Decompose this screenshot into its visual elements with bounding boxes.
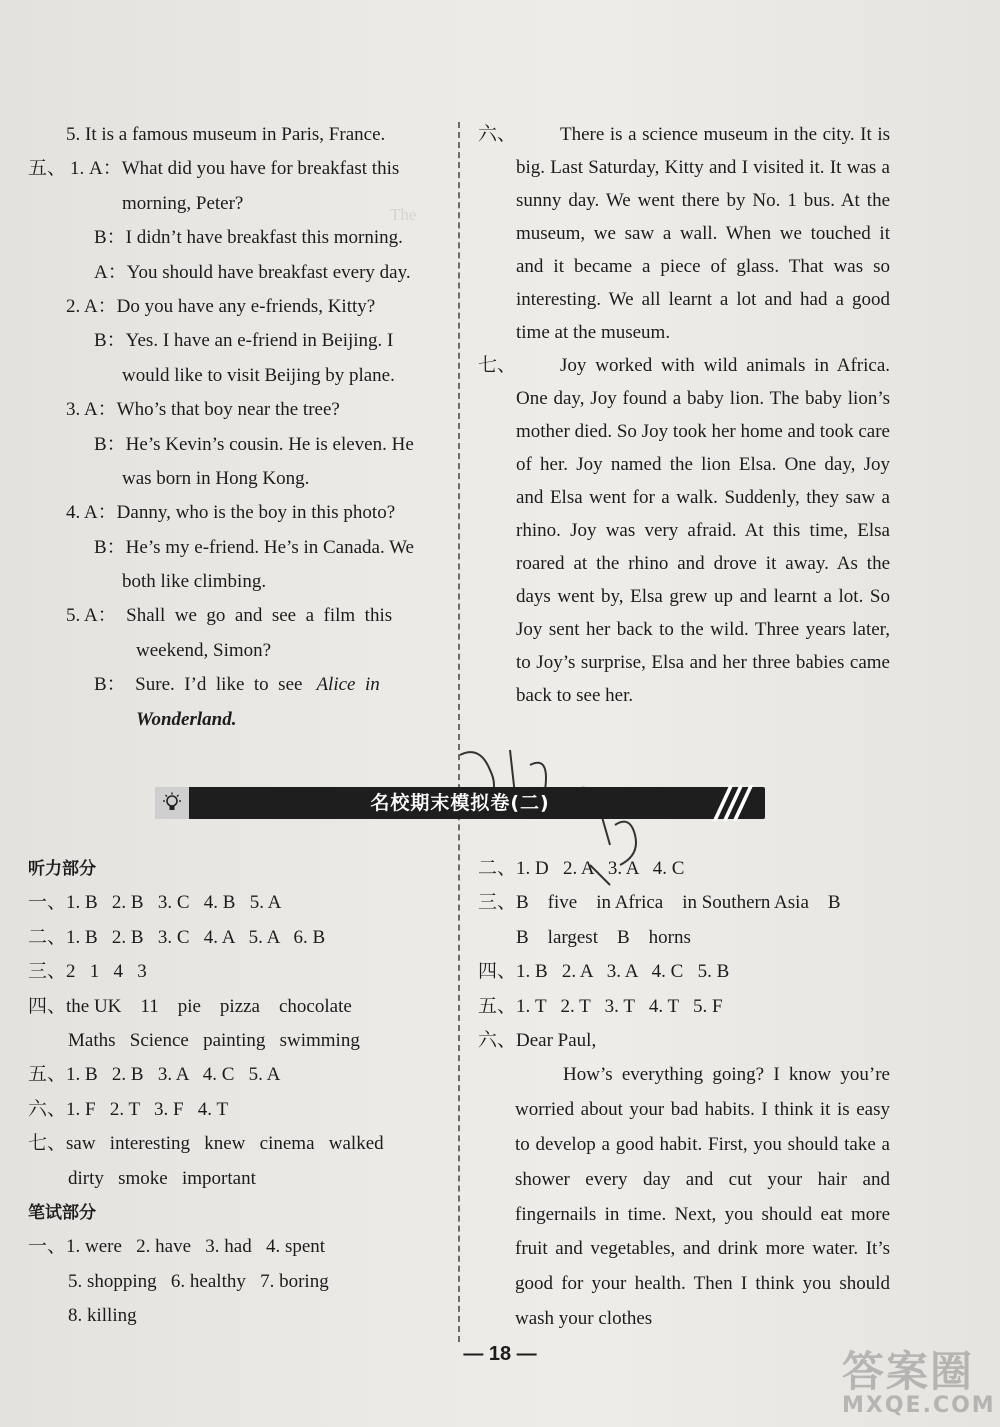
answer-line — [28, 221, 448, 255]
answer-line — [28, 152, 448, 186]
answer-line — [28, 599, 448, 633]
answer-text: both like climbing. — [122, 571, 267, 593]
answer-line: 二、1. D 2. A 3. A 4. C — [478, 858, 685, 879]
section-6-passage — [478, 118, 893, 349]
answer-text: was born in Hong Kong. — [122, 467, 310, 489]
book-title-italic: Wonderland. — [136, 708, 237, 730]
answer-line: 8. killing — [68, 1305, 137, 1327]
answer-line: dirty smoke important — [68, 1167, 256, 1189]
answer-text: A：You should have breakfast every day. — [94, 261, 411, 283]
answer-line: 五、1. T 2. T 3. T 4. T 5. F — [478, 995, 723, 1017]
answer-text: would like to visit Beijing by plane. — [122, 364, 395, 386]
answer-text: 4. A：Danny, who is the boy in this photo? — [66, 502, 396, 524]
answer-line — [28, 428, 448, 462]
answer-line — [28, 634, 448, 668]
answer-line: Maths Science painting swimming — [68, 1029, 360, 1051]
watermark-url: MXQE.COM — [842, 1393, 996, 1418]
answer-text: weekend, Simon? — [136, 639, 272, 661]
right-bottom-answers — [478, 852, 893, 1337]
answer-line: 三、B five in Africa in Southern Asia B — [478, 892, 841, 914]
answer-line — [28, 531, 448, 565]
section-mark: 七、 — [478, 355, 517, 376]
answer-line: 五、1. B 2. B 3. A 4. C 5. A — [28, 1064, 281, 1086]
site-watermark — [842, 1339, 996, 1419]
passage-text: There is a science museum in the city. It is big. Last Saturday, Kitty and I visited it. It was a sunny day. We went there by No. 1 bus. At the museum, we saw a wall. When we touched it and it became a piece of glass. That was so interesting. We all learnt a lot and had a good time at the museum. — [516, 124, 890, 343]
answer-line — [28, 565, 448, 599]
answer-line: 二、1. B 2. B 3. C 4. A 5. A 6. B — [28, 926, 326, 948]
answer-line — [28, 703, 448, 737]
answer-line — [28, 256, 448, 290]
listening-header: 听力部分 — [28, 859, 96, 879]
answer-line: 三、2 1 4 3 — [28, 961, 147, 983]
answer-text: B：I didn’t have breakfast this morning. — [94, 227, 403, 249]
section-7-passage — [478, 349, 893, 712]
answer-text: B：Yes. I have an e-friend in Beijing. I — [94, 330, 394, 352]
section-mark: 五、 — [28, 158, 67, 180]
answer-line — [28, 462, 448, 496]
passage-text: Joy worked with wild animals in Africa. One day, Joy found a baby lion. The baby lion’s mother died. So Joy took her home and took care of her. Joy named the lion Elsa. One day, Joy and Elsa went for a walk. Suddenly, they saw a rhino. Joy was very afraid. At this time, Elsa roared at the rhino and drove it away. As the days went by, Elsa grew up and learnt a lot. So Joy sent her back to the wild. Three years later, to Joy’s surprise, Elsa and her three babies came back to see her. — [516, 355, 890, 706]
answer-line: 七、saw interesting knew cinema walked — [28, 1133, 384, 1155]
section-banner — [155, 787, 765, 819]
answer-line: 四、the UK 11 pie pizza chocolate — [28, 995, 352, 1017]
letter-greeting: 六、Dear Paul, — [478, 1029, 597, 1051]
bleed-through: The — [390, 205, 417, 224]
answer-line — [28, 324, 448, 358]
answer-text: 5. A： Shall we go and see a film this — [66, 605, 393, 627]
letter-body: How’s everything going? I know you’re worried about your bad habits. I think it is easy to develop a good habit. First, you should take a shower every day and cut your hair and fingernails in time. Next, you should eat more fruit and vegetables, and drink more water. It’s good for your health. Then I think you should wash your clothes — [515, 1064, 890, 1329]
writing-header: 笔试部分 — [28, 1202, 96, 1223]
answer-line: 六、1. F 2. T 3. F 4. T — [28, 1098, 229, 1120]
answer-line: 四、1. B 2. A 3. A 4. C 5. B — [478, 961, 730, 983]
section-mark: 六、 — [478, 124, 517, 145]
answer-text: B： Sure. I’d like to see — [94, 674, 303, 696]
answer-line — [28, 118, 448, 152]
answer-line — [28, 359, 448, 393]
answer-line — [28, 187, 448, 221]
left-bottom-answers — [28, 852, 448, 1333]
column-divider — [458, 122, 460, 1342]
answer-line: 5. shopping 6. healthy 7. boring — [68, 1270, 329, 1292]
answer-text: B：He’s Kevin’s cousin. He is eleven. He — [94, 433, 414, 455]
answer-text: B：He’s my e-friend. He’s in Canada. We — [94, 536, 414, 558]
banner-title: 名校期末模拟卷(二) — [370, 792, 550, 814]
answer-line — [28, 393, 448, 427]
right-top-answers — [478, 118, 893, 712]
answer-text: 2. A：Do you have any e-friends, Kitty? — [66, 295, 376, 317]
answer-text: 5. It is a famous museum in Paris, France. — [66, 124, 386, 145]
watermark-logo-text: 答案圈 — [842, 1347, 975, 1396]
answer-text: 3. A：Who’s that boy near the tree? — [66, 399, 340, 421]
answer-line: B largest B horns — [516, 926, 691, 948]
answer-line: 一、1. B 2. B 3. C 4. B 5. A — [28, 892, 282, 914]
left-top-answers — [28, 118, 448, 737]
banner-stripes — [715, 787, 749, 819]
answer-line: 一、1. were 2. have 3. had 4. spent — [28, 1236, 326, 1258]
page-number: — 18 — — [463, 1343, 537, 1365]
answer-text: 1. A：What did you have for breakfast this — [70, 158, 400, 180]
answer-line — [28, 668, 448, 702]
answer-text: morning, Peter? — [122, 192, 244, 214]
answer-line — [28, 290, 448, 324]
book-title-italic: Alice in — [316, 674, 380, 696]
answer-line — [28, 496, 448, 530]
